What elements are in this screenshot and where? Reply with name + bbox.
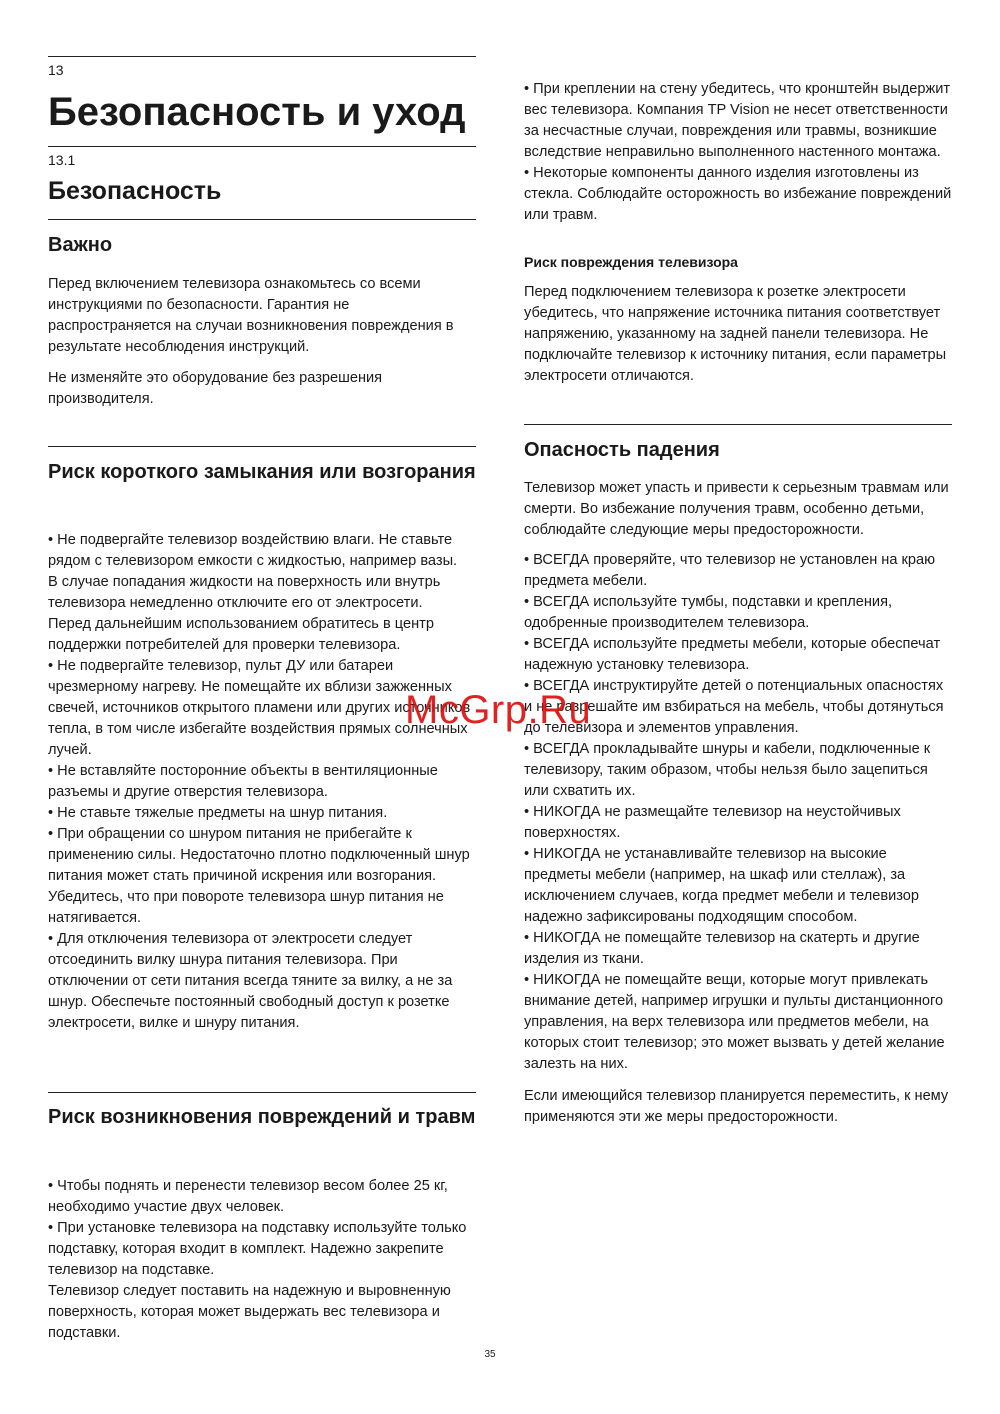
divider <box>524 424 952 425</box>
important-paragraph-2: Не изменяйте это оборудование без разрешения производителя. <box>48 370 383 407</box>
divider <box>48 56 476 57</box>
fall-intro: Телевизор может упасть и привести к серьезным травмам или смерти. Во избежание получения травм, особенно детьми, соблюдайте следующие меры предосторожности. <box>524 480 949 538</box>
divider <box>48 446 476 447</box>
short-circuit-body: • Не подвергайте телевизор воздействию влаги. Не ставьте рядом с телевизором емкости с жидкостью, например вазы. В случае попадания жидкости на поверхность или внутрь телевизора немедленно отключите его от электросети. Перед дальнейшим использованием обратитесь в центр поддержки потребителей для проверки телевизора. • Не подвергайте телевизор, пульт ДУ или батареи чрезмерному нагреву. Не помещайте их вблизи зажженных свечей, источников открытого пламени или других источников тепла, в том числе избегайте воздействия прямых солнечных лучей. • Не вставляйте посторонние объекты в вентиляционные разъемы и другие отверстия телевизора. • Не ставьте тяжелые предметы на шнур питания. • При обращении со шнуром питания не прибегайте к применению силы. Недостаточно плотно подключенный шнур питания может стать причиной искрения или возгорания. Убедитесь, что при повороте телевизора шнур питания не натягивается. • Для отключения телевизора от электросети следует отсоединить вилку шнура питания телевизора. При отключении от сети питания всегда тяните за вилку, а не за шнур. Обеспечьте постоянный свободный доступ к розетке электросети, вилке и шнуру питания. <box>48 532 471 1031</box>
injury-body: • Чтобы поднять и перенести телевизор весом более 25 кг, необходимо участие двух человек. • При установке телевизора на подставку используйте только подставку, которая входит в комплект. Надежно закрепите телевизор на подставке. Телевизор следует поставить на надежную и выровненную поверхность, которая может выдержать вес телевизора и подставки. <box>48 1178 467 1341</box>
divider <box>48 146 476 147</box>
important-heading: Важно <box>48 234 113 256</box>
watermark: McGrp.Ru <box>405 688 592 732</box>
fall-heading: Опасность падения <box>524 439 720 461</box>
section-title: Безопасность <box>48 177 222 205</box>
page-number: 35 <box>484 1349 496 1360</box>
fall-note: Если имеющийся телевизор планируется переместить, к нему применяются эти же меры предосторожности. <box>524 1088 949 1125</box>
important-paragraph: Перед включением телевизора ознакомьтесь со всеми инструкциями по безопасности. Гарантия не распространяется на случаи возникновения повреждения в результате несоблюдения инструкций. <box>48 276 454 355</box>
fall-rules: • ВСЕГДА проверяйте, что телевизор не установлен на краю предмета мебели. • ВСЕГДА используйте тумбы, подставки и крепления, одобренные производителем телевизора. • ВСЕГДА используйте предметы мебели, которые обеспечат надежную установку телевизора. • ВСЕГДА инструктируйте детей о потенциальных опасностях и не разрешайте им взбираться на мебель, чтобы дотянуться до телевизора и элементов управления. • ВСЕГДА прокладывайте шнуры и кабели, подключенные к телевизору, таким образом, чтобы нельзя было зацепиться или схватить их. • НИКОГДА не размещайте телевизор на неустойчивых поверхностях. • НИКОГДА не устанавливайте телевизор на высокие предметы мебели (например, на шкаф или стеллаж), за исключением случаев, когда предмет мебели и телевизор надежно зафиксированы подходящим способом. • НИКОГДА не помещайте телевизор на скатерть и другие изделия из ткани. • НИКОГДА не помещайте вещи, которые могут привлекать внимание детей, например игрушки и пульты дистанционного управления, на верх телевизора или предметов мебели, на которых стоит телевизор; это может вызвать у детей желание залезть на них. <box>524 552 945 1072</box>
damage-heading: Риск повреждения телевизора <box>524 254 738 270</box>
chapter-title: Безопасность и уход <box>48 90 466 134</box>
chapter-number: 13 <box>48 62 64 78</box>
short-circuit-heading: Риск короткого замыкания или возгорания <box>48 461 476 483</box>
damage-body: Перед подключением телевизора к розетке электросети убедитесь, что напряжение источника питания соответствует напряжению, указанному на задней панели телевизора. Не подключайте телевизор к источнику питания, если параметры электросети отличаются. <box>524 284 947 384</box>
divider <box>48 1092 476 1093</box>
injury-heading: Риск возникновения повреждений и травм <box>48 1106 476 1128</box>
injury-body-continued: • При креплении на стену убедитесь, что кронштейн выдержит вес телевизора. Компания TP Vision не несет ответственности за несчастные случаи, повреждения или травмы, возникшие вследствие неправильно выполненного настенного монтажа. • Некоторые компоненты данного изделия изготовлены из стекла. Соблюдайте осторожность во избежание повреждений или травм. <box>524 81 952 223</box>
divider <box>48 219 476 220</box>
section-number: 13.1 <box>48 152 76 168</box>
